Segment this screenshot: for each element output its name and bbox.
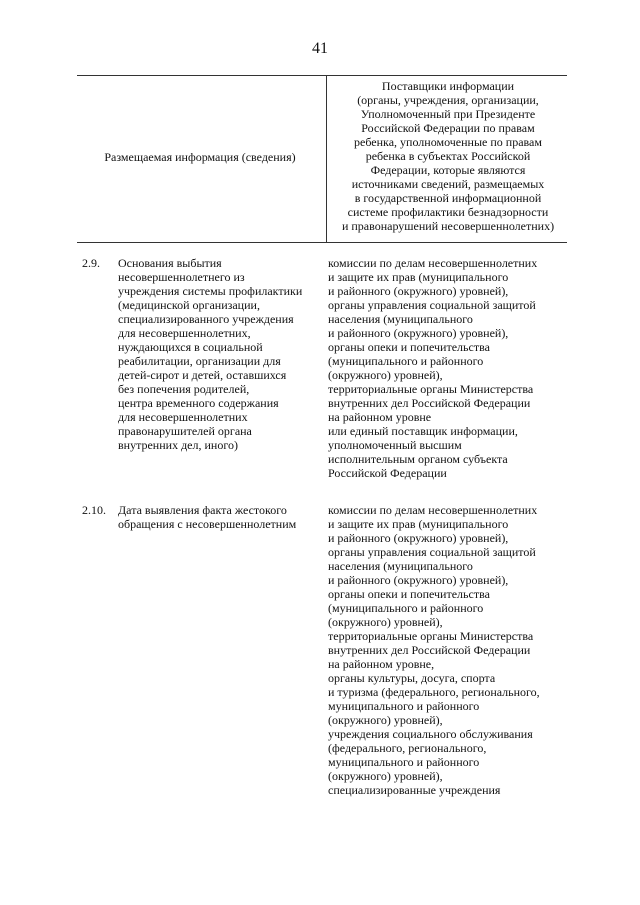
description-line: реабилитации, организации для xyxy=(118,354,281,368)
row-suppliers xyxy=(328,503,568,797)
supplier-line: комиссии по делам несовершеннолетних xyxy=(328,256,538,270)
header-supplier-line: ребенка, уполномоченные по правам xyxy=(354,135,542,149)
header-supplier-line: (органы, учреждения, организации, xyxy=(357,93,539,107)
header-supplier-line: источниками сведений, размещаемых xyxy=(351,177,545,191)
description-line: Основания выбытия xyxy=(118,256,222,270)
supplier-line: органы опеки и попечительства xyxy=(328,587,490,601)
supplier-line: и районного (окружного) уровней), xyxy=(328,531,509,545)
description-line: внутренних дел, иного) xyxy=(118,438,238,452)
supplier-line: специализированные учреждения xyxy=(328,783,501,797)
row-suppliers xyxy=(328,256,568,480)
description-line: без попечения родителей, xyxy=(118,382,250,396)
page-number: 41 xyxy=(312,40,328,57)
description-line: нуждающихся в социальной xyxy=(118,340,263,354)
supplier-line: органы управления социальной защитой xyxy=(328,298,536,312)
supplier-line: (муниципального и районного xyxy=(328,601,484,615)
supplier-line: (окружного) уровней), xyxy=(328,615,443,629)
row-number: 2.9. xyxy=(82,256,100,270)
supplier-line: муниципального и районного xyxy=(328,755,480,769)
supplier-line: Российской Федерации xyxy=(328,466,447,480)
supplier-line: органы культуры, досуга, спорта xyxy=(328,671,496,685)
supplier-line: (окружного) уровней), xyxy=(328,713,443,727)
header-supplier-line: Поставщики информации xyxy=(381,79,515,93)
supplier-line: учреждения социального обслуживания xyxy=(328,727,533,741)
header-supplier-column xyxy=(330,79,566,233)
row-description xyxy=(118,256,323,452)
header-supplier-line: Федерации, которые являются xyxy=(370,163,526,177)
supplier-line: внутренних дел Российской Федерации xyxy=(328,643,531,657)
supplier-line: (окружного) уровней), xyxy=(328,368,443,382)
table-top-rule xyxy=(77,75,567,76)
description-line: для несовершеннолетних, xyxy=(118,326,251,340)
header-supplier-line: Российской Федерации по правам xyxy=(361,121,535,135)
description-line: специализированного учреждения xyxy=(118,312,294,326)
description-line: для несовершеннолетних xyxy=(118,410,248,424)
supplier-line: территориальные органы Министерства xyxy=(328,382,534,396)
description-line: правонарушителей органа xyxy=(118,424,252,438)
description-line: учреждения системы профилактики xyxy=(118,284,303,298)
supplier-line: муниципального и районного xyxy=(328,699,480,713)
header-supplier-line: и правонарушений несовершеннолетних) xyxy=(341,219,555,233)
supplier-line: на районном уровне xyxy=(328,410,432,424)
supplier-line: населения (муниципального xyxy=(328,312,473,326)
supplier-line: комиссии по делам несовершеннолетних xyxy=(328,503,538,517)
description-line: детей-сирот и детей, оставшихся xyxy=(118,368,287,382)
header-bottom-rule xyxy=(77,242,567,243)
supplier-line: и районного (окружного) уровней), xyxy=(328,284,509,298)
description-line: центра временного содержания xyxy=(118,396,279,410)
description-line: Дата выявления факта жестокого xyxy=(118,503,287,517)
supplier-line: и туризма (федерального, регионального, xyxy=(328,685,540,699)
row-description xyxy=(118,503,323,531)
supplier-line: и защите их прав (муниципального xyxy=(328,270,509,284)
row-number: 2.10. xyxy=(82,503,106,517)
header-supplier-line: Уполномоченный при Президенте xyxy=(360,107,536,121)
supplier-line: уполномоченный высшим xyxy=(328,438,462,452)
description-line: обращения с несовершеннолетним xyxy=(118,517,297,531)
header-supplier-line: в государственной информационной xyxy=(354,191,542,205)
supplier-line: или единый поставщик информации, xyxy=(328,424,518,438)
header-info-column: Размещаемая информация (сведения) xyxy=(104,150,296,164)
supplier-line: органы управления социальной защитой xyxy=(328,545,536,559)
supplier-line: и районного (окружного) уровней), xyxy=(328,573,509,587)
supplier-line: населения (муниципального xyxy=(328,559,473,573)
description-line: несовершеннолетнего из xyxy=(118,270,245,284)
description-line: (медицинской организации, xyxy=(118,298,260,312)
header-supplier-line: системе профилактики безнадзорности xyxy=(347,205,549,219)
supplier-line: и районного (окружного) уровней), xyxy=(328,326,509,340)
supplier-line: органы опеки и попечительства xyxy=(328,340,490,354)
supplier-line: на районном уровне, xyxy=(328,657,435,671)
supplier-line: территориальные органы Министерства xyxy=(328,629,534,643)
supplier-line: (муниципального и районного xyxy=(328,354,484,368)
supplier-line: исполнительным органом субъекта xyxy=(328,452,508,466)
header-supplier-line: ребенка в субъектах Российской xyxy=(365,149,531,163)
supplier-line: (окружного) уровней), xyxy=(328,769,443,783)
supplier-line: и защите их прав (муниципального xyxy=(328,517,509,531)
header-column-divider xyxy=(326,75,327,242)
supplier-line: (федерального, регионального, xyxy=(328,741,487,755)
supplier-line: внутренних дел Российской Федерации xyxy=(328,396,531,410)
